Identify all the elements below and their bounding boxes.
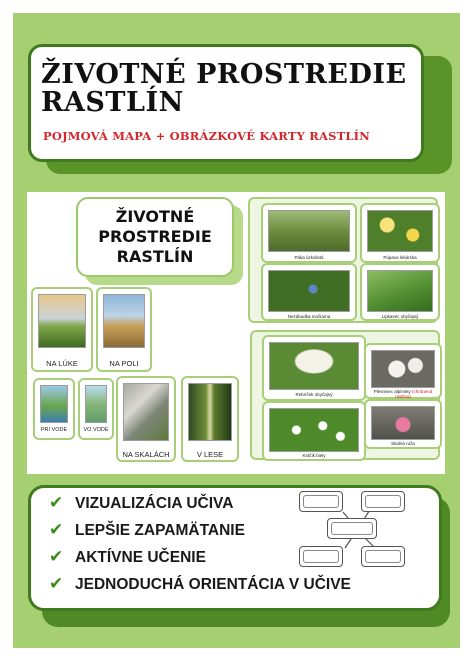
plant-label: Kráčik biely xyxy=(302,453,326,458)
env-card-by-water xyxy=(33,378,75,440)
mini-title-line-3: RASTLÍN xyxy=(116,247,194,266)
plant-photo xyxy=(268,210,350,252)
plant-photo xyxy=(269,408,359,452)
check-icon: ✔ xyxy=(49,520,64,540)
env-label: NA SKALÁCH xyxy=(122,450,170,459)
plant-label xyxy=(366,389,440,399)
benefit-item xyxy=(49,493,233,513)
forest-photo xyxy=(188,383,232,441)
plant-card xyxy=(364,343,442,399)
plant-label: Lipkavec obyčajný xyxy=(381,314,419,319)
title-line-2: RASTLÍN xyxy=(41,87,184,118)
env-label: NA LÚKE xyxy=(46,359,78,368)
field-photo xyxy=(103,294,145,348)
benefit-label: AKTÍVNE UČENIE xyxy=(75,549,206,566)
benefit-label: LEPŠIE ZAPAMÄTANIE xyxy=(75,522,245,539)
plant-name: Plesnivec alpínsky xyxy=(373,389,411,394)
map-node xyxy=(299,491,343,512)
check-icon: ✔ xyxy=(49,574,64,594)
benefit-item xyxy=(49,547,206,567)
map-node xyxy=(361,491,405,512)
env-label: VO VODE xyxy=(83,427,109,433)
benefits-card xyxy=(28,485,442,611)
plant-card xyxy=(261,203,357,263)
mini-title-card xyxy=(76,197,234,277)
check-icon: ✔ xyxy=(49,547,64,567)
plant-photo xyxy=(371,406,435,440)
plant-photo xyxy=(268,270,350,312)
plant-label: Púpava lekárska xyxy=(383,255,417,260)
plant-photo xyxy=(367,210,433,252)
plant-label: Nezábudka močiarna xyxy=(287,314,331,319)
env-label: NA POLI xyxy=(109,359,139,368)
rocks-photo xyxy=(123,383,169,441)
map-node xyxy=(299,546,343,567)
plant-card xyxy=(360,263,440,321)
env-card-in-water xyxy=(78,378,114,440)
plant-photo xyxy=(269,342,359,390)
env-label: V LESE xyxy=(196,450,224,459)
by-water-photo xyxy=(40,385,68,423)
plant-card xyxy=(262,335,366,401)
plant-label: Skalná ruža xyxy=(391,441,415,446)
mini-title-line-1: ŽIVOTNÉ xyxy=(115,207,195,226)
map-node xyxy=(361,546,405,567)
plant-photo xyxy=(367,270,433,312)
plant-photo xyxy=(371,350,435,388)
mini-title xyxy=(78,207,232,267)
env-card-rocks xyxy=(116,376,176,462)
in-water-photo xyxy=(85,385,107,423)
plant-card xyxy=(261,263,357,321)
benefit-item xyxy=(49,520,245,540)
plant-card xyxy=(262,401,366,461)
benefit-item xyxy=(49,574,351,594)
header-card xyxy=(28,44,424,162)
plant-label: Rebríček obyčajný xyxy=(295,392,333,397)
protected-note: (chránená rastlina) xyxy=(394,389,433,399)
page-subtitle: POJMOVÁ MAPA + OBRÁZKOVÉ KARTY RASTLÍN xyxy=(43,129,370,143)
title-line-1: ŽIVOTNÉ PROSTREDIE xyxy=(41,59,407,90)
meadow-photo xyxy=(38,294,86,348)
benefit-label: JEDNODUCHÁ ORIENTÁCIA V UČIVE xyxy=(75,576,351,593)
plant-card xyxy=(364,399,442,449)
env-label: PRI VODE xyxy=(40,427,68,433)
mini-title-line-2: PROSTREDIE xyxy=(98,227,212,246)
plant-card xyxy=(360,203,440,263)
env-card-meadow xyxy=(31,287,93,372)
env-card-field xyxy=(96,287,152,372)
env-card-forest xyxy=(181,376,239,462)
benefit-label: VIZUALIZÁCIA UČIVA xyxy=(75,495,234,512)
check-icon: ✔ xyxy=(49,493,64,513)
map-node-center xyxy=(327,518,377,539)
page-title xyxy=(41,61,407,117)
plant-label: Páka úzkolistá xyxy=(294,255,324,260)
